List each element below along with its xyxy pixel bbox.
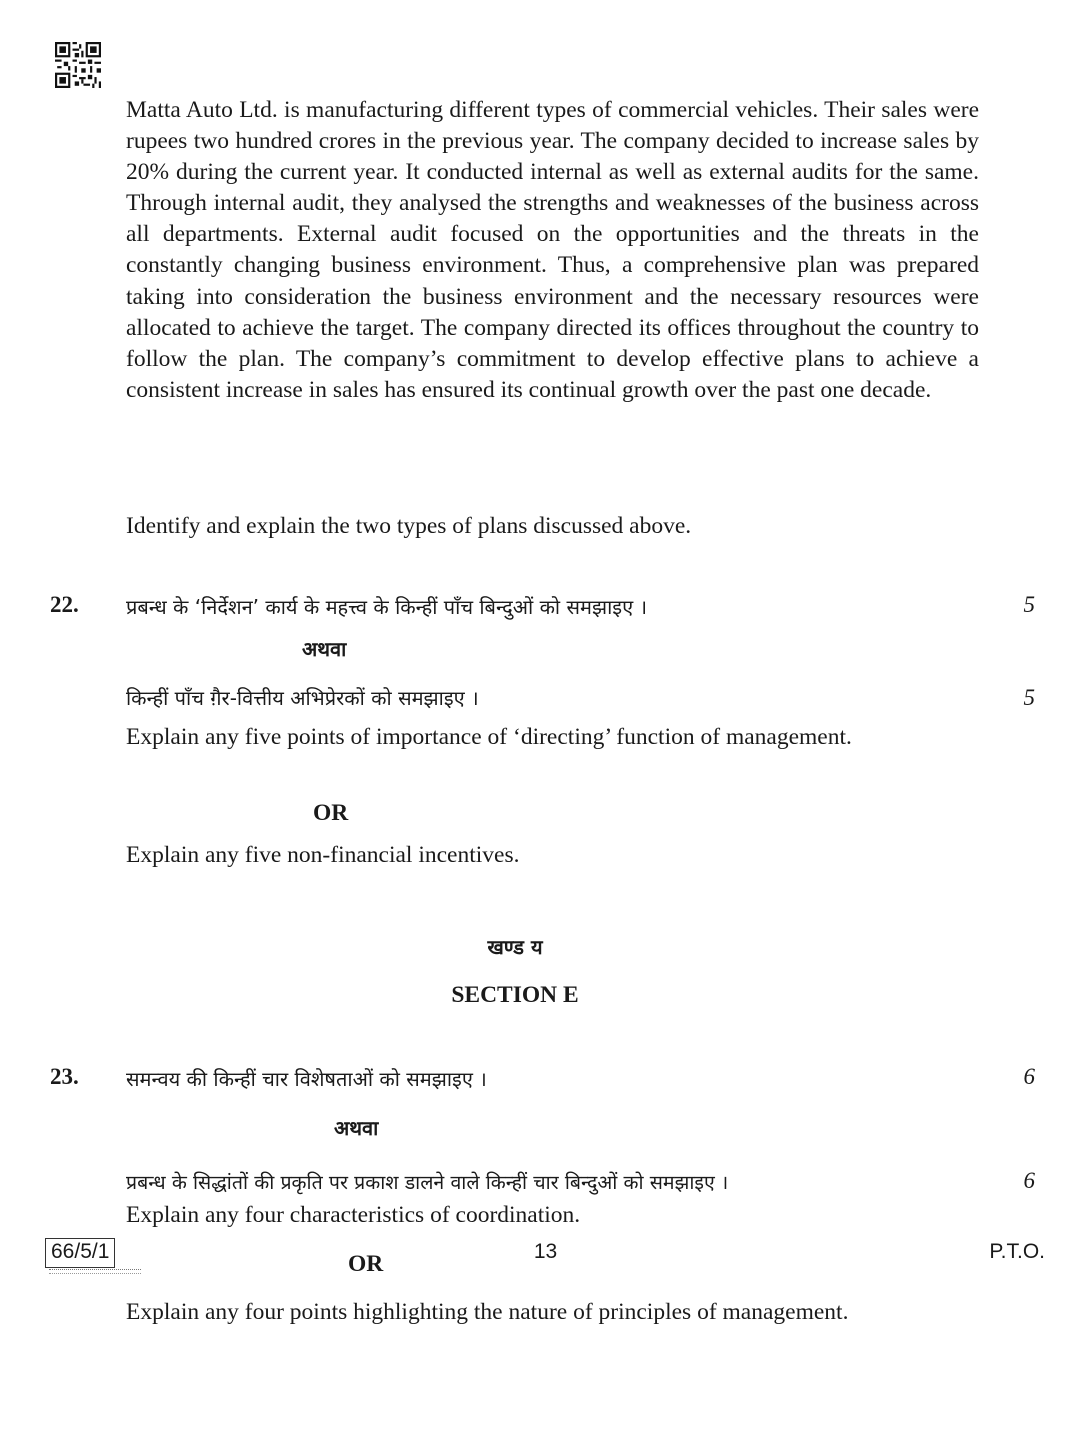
- qr-code-icon: [54, 42, 102, 88]
- q23-english-main: Explain any four characteristics of coordination.: [126, 1202, 581, 1228]
- q23-marks-main: 6: [1023, 1064, 1035, 1089]
- q22-marks-main: 5: [1023, 592, 1035, 617]
- q23-english-alt: Explain any four points highlighting the nature of principles of management.: [126, 1299, 849, 1325]
- page-number: 13: [533, 1240, 558, 1263]
- q23-marks-alt: 6: [1023, 1168, 1035, 1193]
- section-heading-english: SECTION E: [451, 982, 579, 1008]
- case-paragraph: Matta Auto Ltd. is manufacturing different types of commercial vehicles. Their sales were rupees two hundred crores in the previous year. The company decided to increase sales by 20% during the current year. It conducted internal as well as external audits for the same. Through internal audit, they analysed the strengths and weaknesses of the business across all departments. External audit focused on the opportunities and the threats in the constantly changing business environment. Thus, a comprehensive plan was prepared taking into consideration the business environment and the necessary resources were allocated to achieve the target. The company directed its offices throughout the country to follow the plan. The company’s commitment to develop effective plans to achieve a consistent increase in sales has ensured its continual growth over the past one decade.: [126, 97, 979, 403]
- case-question: Identify and explain the two types of plans discussed above.: [126, 513, 692, 539]
- q23-english-or: OR: [348, 1251, 384, 1277]
- section-heading-hindi: खण्ड य: [487, 935, 543, 959]
- q22-english-or: OR: [313, 800, 349, 826]
- q22-hindi-or: अथवा: [302, 637, 347, 661]
- microtext-strip: [49, 1269, 141, 1274]
- q23-hindi-alt: प्रबन्ध के सिद्धांतों की प्रकृति पर प्रकाश डालने वाले किन्हीं चार बिन्दुओं को समझाइए ।: [126, 1171, 729, 1194]
- q22-hindi-main: प्रबन्ध के ‘निर्देशन’ कार्य के महत्त्व के किन्हीं पाँच बिन्दुओं को समझाइए ।: [126, 595, 648, 619]
- paper-code: 66/5/1: [51, 1240, 110, 1263]
- question-number-23: 23.: [50, 1064, 79, 1089]
- please-turn-over: P.T.O.: [989, 1240, 1045, 1263]
- question-number-22: 22.: [50, 592, 79, 617]
- q22-english-main: Explain any five points of importance of ‘directing’ function of management.: [126, 724, 852, 750]
- q23-hindi-main: समन्वय की किन्हीं चार विशेषताओं को समझाइए ।: [126, 1067, 487, 1091]
- q22-hindi-alt: किन्हीं पाँच ग़ैर-वित्तीय अभिप्रेरकों को समझाइए ।: [126, 686, 479, 710]
- q22-marks-alt: 5: [1023, 685, 1035, 710]
- q22-english-alt: Explain any five non-financial incentives.: [126, 842, 520, 868]
- q23-hindi-or: अथवा: [334, 1116, 379, 1140]
